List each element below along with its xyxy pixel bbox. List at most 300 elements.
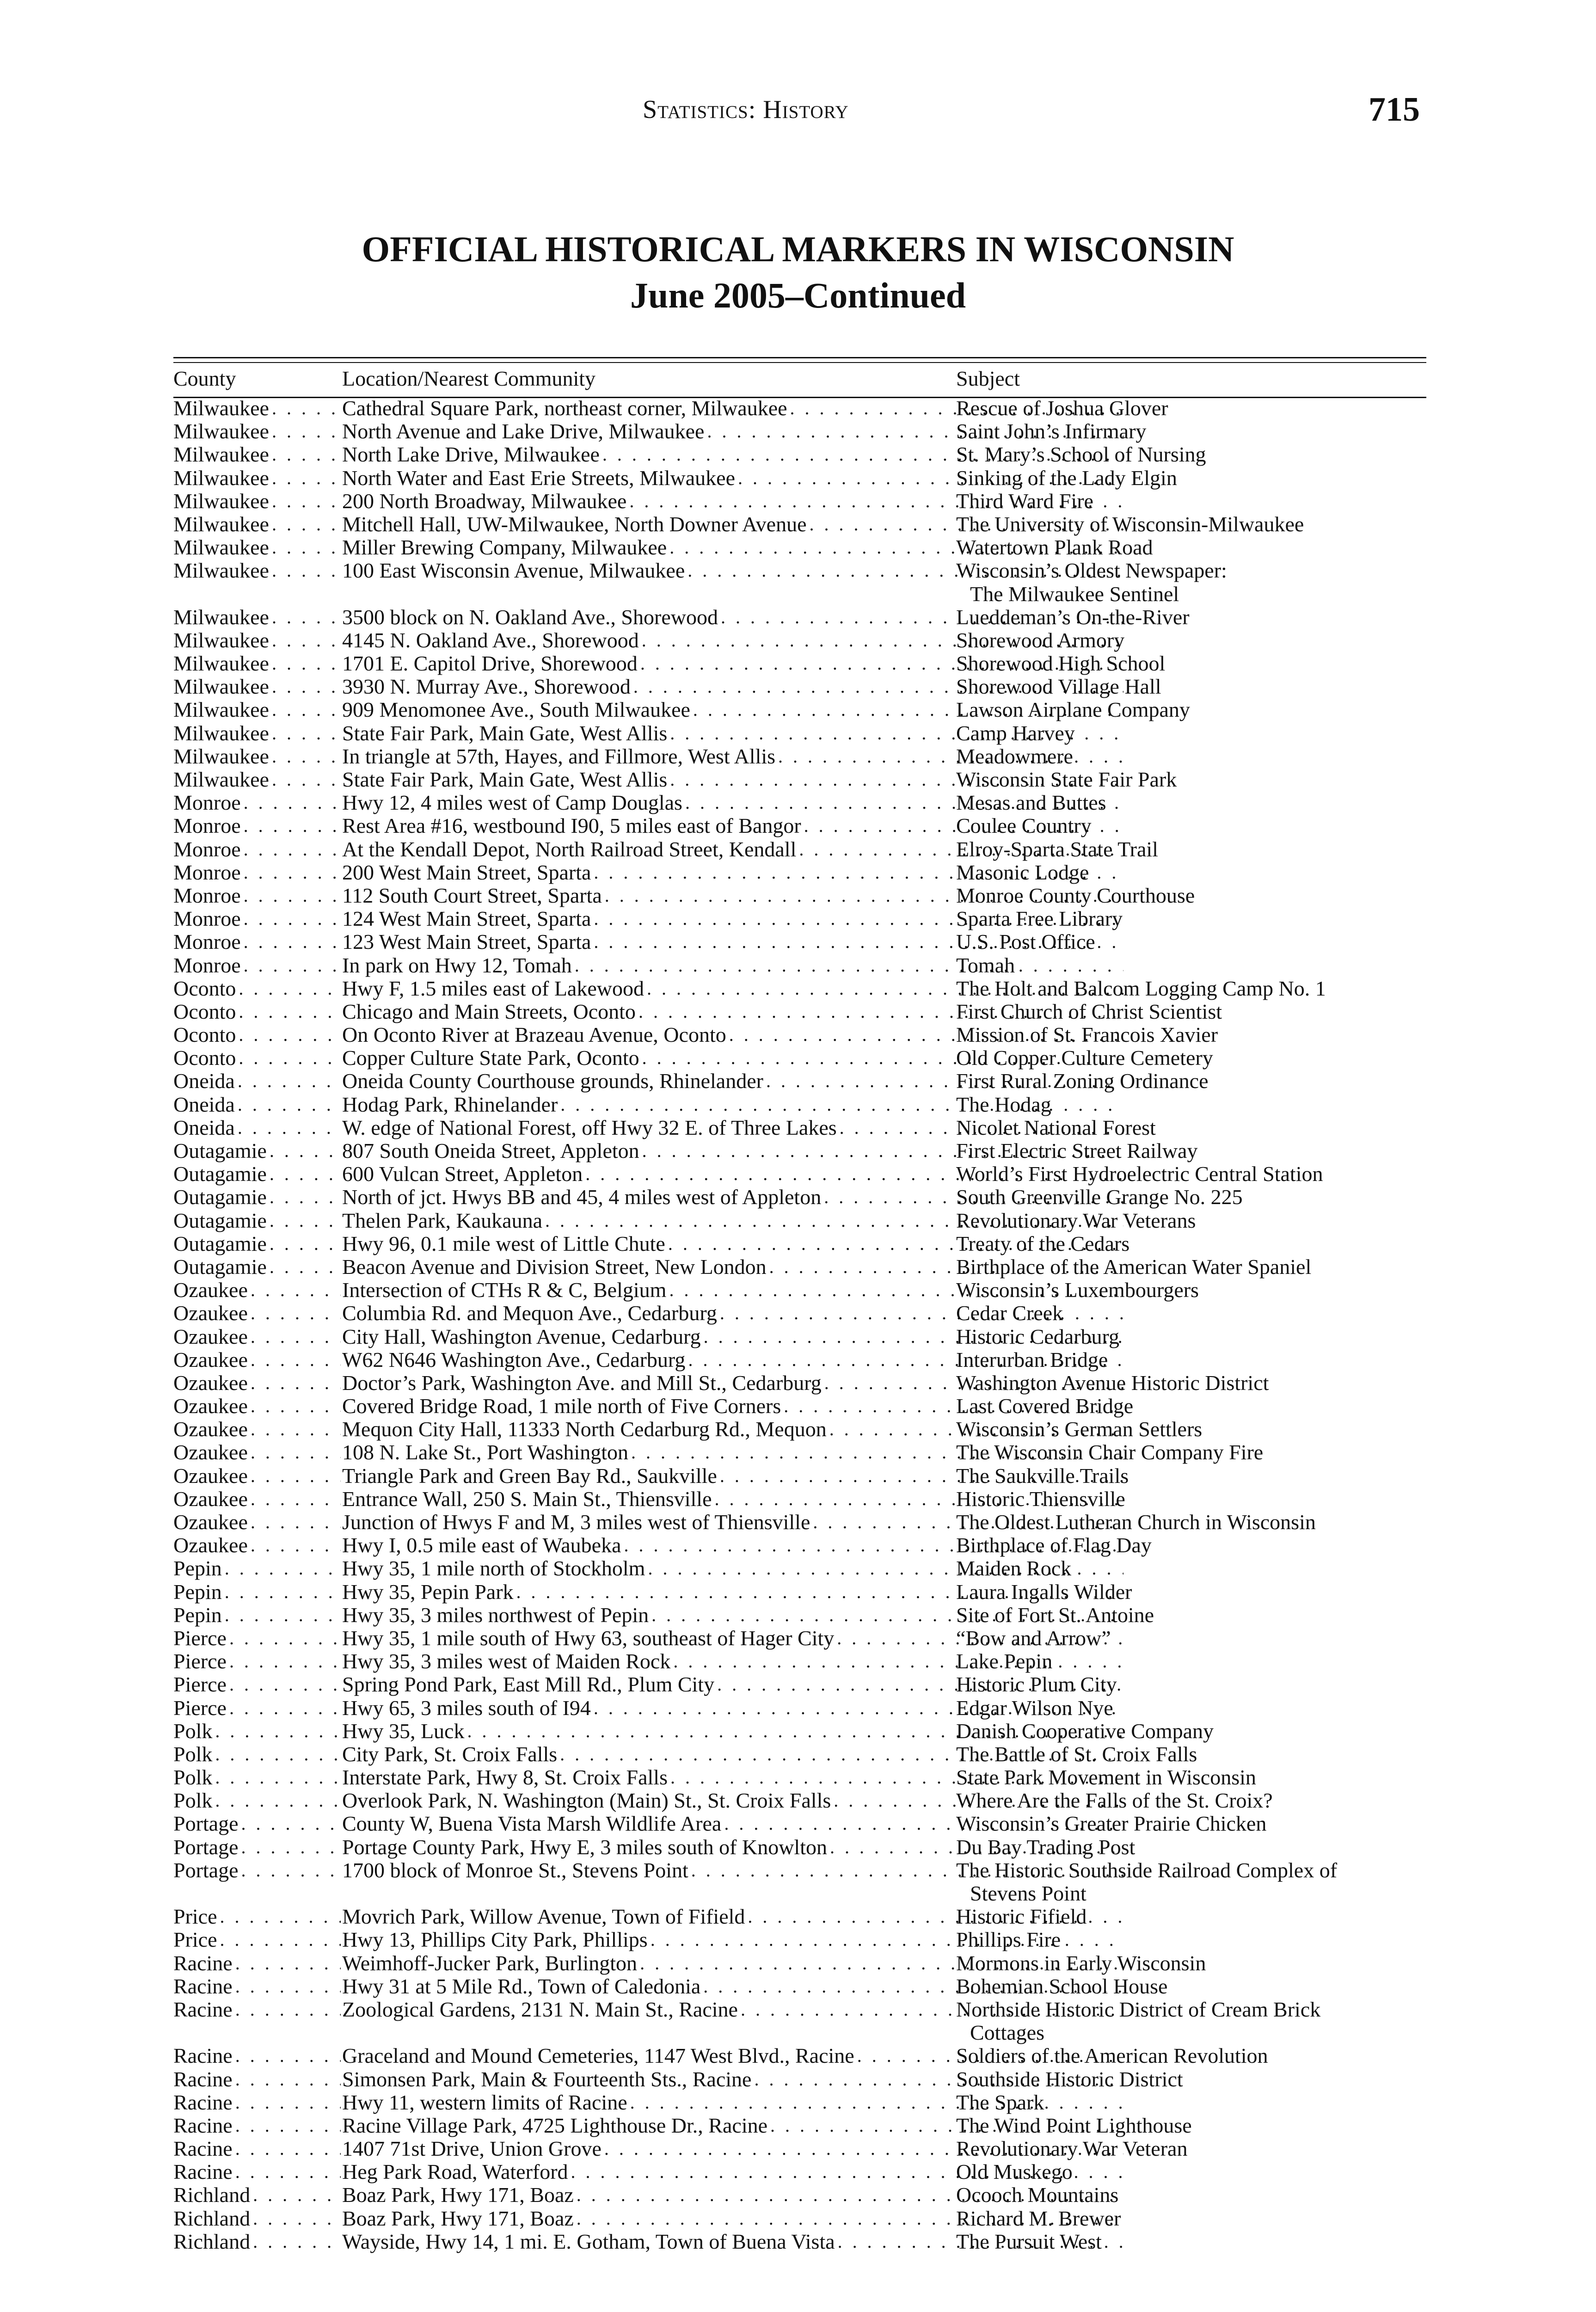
subject-cell <box>956 1673 1426 1696</box>
table-row <box>173 629 1426 652</box>
subject-text: Du Bay Trading Post <box>956 1835 1136 1859</box>
dot-leader <box>239 1046 341 1070</box>
location-text: 909 Menomonee Ave., South Milwaukee <box>342 698 690 722</box>
county-name: Outagamie <box>173 1162 267 1186</box>
table-row <box>173 1162 1426 1186</box>
location-text: City Park, St. Croix Falls <box>342 1742 558 1766</box>
table-row <box>173 1070 1426 1093</box>
county-name: Oconto <box>173 977 236 1000</box>
county-name: Racine <box>173 2067 233 2091</box>
table-row <box>173 930 1426 953</box>
markers-table <box>173 397 1426 2253</box>
dot-leader <box>272 606 341 629</box>
county-cell <box>173 1952 341 1975</box>
county-cell <box>173 1534 341 1557</box>
county-cell <box>173 861 341 884</box>
location-text: State Fair Park, Main Gate, West Allis <box>342 768 668 792</box>
location-text: In park on Hwy 12, Tomah <box>342 953 572 977</box>
dot-leader <box>215 1743 341 1766</box>
county-cell <box>173 1418 341 1441</box>
county-cell <box>173 884 341 907</box>
subject-text: Monroe County Courthouse <box>956 883 1195 907</box>
table-row <box>173 1534 1426 1557</box>
location-text: Copper Culture State Park, Oconto <box>342 1046 639 1070</box>
county-cell <box>173 814 341 837</box>
location-text: Racine Village Park, 4725 Lighthouse Dr., Racine <box>342 2114 768 2137</box>
subject-cell <box>956 1789 1426 1812</box>
county-name: Ozaukee <box>173 1464 248 1488</box>
subject-text: Revolutionary War Veteran <box>956 2137 1188 2161</box>
dot-leader <box>244 814 341 837</box>
table-row <box>173 1232 1426 1255</box>
dot-leader <box>251 1279 341 1302</box>
location-text: 1407 71st Drive, Union Grove <box>342 2137 602 2161</box>
subject-cell <box>956 2207 1426 2230</box>
county-cell <box>173 1232 341 1255</box>
table-row <box>173 698 1426 721</box>
county-cell <box>173 1975 341 1998</box>
county-name: Milwaukee <box>173 559 269 583</box>
county-cell <box>173 467 341 490</box>
table-row <box>173 1371 1426 1395</box>
subject-cell <box>956 1371 1426 1395</box>
table-row <box>173 559 1426 605</box>
subject-text: Mormons in Early Wisconsin <box>956 1951 1206 1975</box>
location-text: Graceland and Mound Cemeteries, 1147 West Blvd., Racine <box>342 2044 854 2068</box>
table-row <box>173 1441 1426 1464</box>
subject-text: Historic Fifield <box>956 1905 1087 1929</box>
county-cell <box>173 745 341 768</box>
county-cell <box>173 1743 341 1766</box>
county-name: Outagamie <box>173 1255 267 1279</box>
subject-text: Washington Avenue Historic District <box>956 1371 1269 1395</box>
subject-cell <box>956 1302 1426 1325</box>
subject-continuation: Stevens Point <box>970 1882 1087 1906</box>
table-row <box>173 1418 1426 1441</box>
county-name: Milwaukee <box>173 397 269 420</box>
subject-cell <box>956 1023 1426 1046</box>
subject-text: The Battle of St. Croix Falls <box>956 1742 1197 1766</box>
subject-cell <box>956 2183 1426 2207</box>
subject-text: Site of Fort St. Antoine <box>956 1603 1154 1627</box>
county-name: Price <box>173 1928 217 1952</box>
county-cell <box>173 791 341 814</box>
dot-leader <box>235 1952 341 1975</box>
table-row <box>173 1325 1426 1348</box>
dot-leader <box>251 1488 341 1511</box>
location-text: 123 West Main Street, Sparta <box>342 930 591 954</box>
county-cell <box>173 490 341 513</box>
dot-leader <box>241 1859 341 1882</box>
column-header-location: Location/Nearest Community <box>342 367 596 390</box>
county-name: Monroe <box>173 930 241 954</box>
county-cell <box>173 397 341 420</box>
county-name: Richland <box>173 2207 251 2230</box>
subject-text: Wisconsin’s Greater Prairie Chicken <box>956 1812 1267 1836</box>
subject-cell <box>956 1975 1426 1998</box>
subject-text: Nicolet National Forest <box>956 1115 1156 1139</box>
location-text: On Oconto River at Brazeau Avenue, Oconto <box>342 1023 726 1047</box>
table-row <box>173 1348 1426 1371</box>
county-cell <box>173 1998 341 2021</box>
subject-text: Soldiers of the American Revolution <box>956 2044 1268 2068</box>
dot-leader <box>272 467 341 490</box>
county-name: Ozaukee <box>173 1279 248 1302</box>
county-name: Oneida <box>173 1116 235 1139</box>
dot-leader <box>235 2137 341 2160</box>
table-row <box>173 2230 1426 2253</box>
subject-cell <box>956 2230 1426 2253</box>
county-name: Portage <box>173 1812 239 1836</box>
page-number: 715 <box>1369 91 1420 129</box>
location-text: 600 Vulcan Street, Appleton <box>342 1162 583 1186</box>
subject-text: First Church of Christ Scientist <box>956 999 1222 1023</box>
dot-leader <box>229 1673 341 1696</box>
location-text: Hodag Park, Rhinelander <box>342 1093 558 1116</box>
county-cell <box>173 1209 341 1232</box>
subject-text: Historic Plum City <box>956 1673 1117 1697</box>
location-text: 108 N. Lake St., Port Washington <box>342 1441 628 1464</box>
subject-cell <box>956 1534 1426 1557</box>
county-cell <box>173 629 341 652</box>
subject-cell <box>956 1232 1426 1255</box>
dot-leader <box>238 1093 341 1116</box>
county-cell <box>173 1046 341 1070</box>
subject-cell <box>956 1511 1426 1534</box>
subject-cell <box>956 1812 1426 1835</box>
dot-leader <box>251 1348 341 1371</box>
county-cell <box>173 1928 341 1951</box>
dot-leader <box>244 884 341 907</box>
table-row <box>173 2114 1426 2137</box>
subject-cell <box>956 2068 1426 2091</box>
county-name: Oneida <box>173 1093 235 1116</box>
county-cell <box>173 652 341 675</box>
county-name: Oconto <box>173 1000 236 1023</box>
subject-cell <box>956 1650 1426 1673</box>
dot-leader <box>235 2114 341 2137</box>
subject-cell <box>956 2091 1426 2114</box>
county-cell <box>173 675 341 698</box>
subject-text: Where Are the Falls of the St. Croix? <box>956 1789 1273 1813</box>
county-cell <box>173 420 341 443</box>
subject-continuation: Cottages <box>970 2021 1044 2045</box>
table-row <box>173 1836 1426 1859</box>
dot-leader <box>272 698 341 721</box>
dot-leader <box>270 1139 341 1162</box>
subject-text: Birthplace of the American Water Spaniel <box>956 1254 1312 1279</box>
dot-leader <box>272 536 341 559</box>
subject-text: Wisconsin State Fair Park <box>956 768 1177 792</box>
location-text: Mitchell Hall, UW-Milwaukee, North Downer Avenue <box>342 512 807 536</box>
table-row <box>173 814 1426 837</box>
subject-cell <box>956 1046 1426 1070</box>
county-name: Monroe <box>173 791 241 815</box>
subject-text: South Greenville Grange No. 225 <box>956 1185 1243 1209</box>
table-row <box>173 1998 1426 2044</box>
county-cell <box>173 1000 341 1023</box>
location-text: Rest Area #16, westbound I90, 5 miles east of Bangor <box>342 814 801 838</box>
subject-cell <box>956 1070 1426 1093</box>
dot-leader <box>225 1557 341 1580</box>
subject-cell <box>956 745 1426 768</box>
location-text: State Fair Park, Main Gate, West Allis <box>342 721 668 745</box>
dot-leader <box>244 861 341 884</box>
subject-cell <box>956 675 1426 698</box>
dot-leader <box>239 977 341 1000</box>
location-text: Portage County Park, Hwy E, 3 miles south of Knowlton <box>342 1835 827 1859</box>
dot-leader <box>244 954 341 977</box>
county-cell <box>173 443 341 466</box>
subject-text: Shorewood Village Hall <box>956 675 1161 699</box>
subject-text: The Oldest Lutheran Church in Wisconsin <box>956 1510 1316 1534</box>
location-text: Boaz Park, Hwy 171, Boaz <box>342 2183 574 2207</box>
subject-cell <box>956 1325 1426 1348</box>
subject-cell <box>956 977 1426 1000</box>
county-name: Monroe <box>173 861 241 884</box>
subject-cell <box>956 2160 1426 2183</box>
subject-cell <box>956 1279 1426 1302</box>
table-row <box>173 1255 1426 1279</box>
dot-leader <box>253 2230 341 2253</box>
location-text: Heg Park Road, Waterford <box>342 2160 568 2184</box>
location-text: Overlook Park, N. Washington (Main) St., St. Croix Falls <box>342 1789 831 1813</box>
table-row <box>173 1952 1426 1975</box>
table-row <box>173 1279 1426 1302</box>
county-cell <box>173 1348 341 1371</box>
dot-leader <box>235 2160 341 2183</box>
dot-leader <box>239 1023 341 1046</box>
subject-text: The Hodag <box>956 1092 1051 1116</box>
table-row <box>173 1812 1426 1835</box>
location-text: Hwy 65, 3 miles south of I94 <box>342 1696 591 1720</box>
location-text: Movrich Park, Willow Avenue, Town of Fifield <box>342 1905 745 1929</box>
subject-text: Rescue of Joshua Glover <box>956 396 1168 420</box>
subject-text: Coulee Country <box>956 814 1092 838</box>
dot-leader <box>241 1836 341 1859</box>
subject-text: Lake Pepin <box>956 1649 1053 1673</box>
subject-text: World’s First Hydroelectric Central Station <box>956 1162 1323 1186</box>
dot-leader <box>270 1255 341 1279</box>
subject-cell <box>956 1580 1426 1604</box>
subject-text: Masonic Lodge <box>956 860 1089 884</box>
county-name: Pepin <box>173 1603 222 1627</box>
county-name: Milwaukee <box>173 536 269 560</box>
subject-text: Historic Cedarburg <box>956 1324 1120 1348</box>
location-text: 3930 N. Murray Ave., Shorewood <box>342 675 631 699</box>
subject-text: Saint John’s Infirmary <box>956 419 1147 443</box>
dot-leader <box>253 2207 341 2230</box>
dot-leader <box>239 1000 341 1023</box>
county-name: Monroe <box>173 884 241 907</box>
dot-leader <box>272 768 341 791</box>
dot-leader <box>215 1720 341 1743</box>
subject-text: Birthplace of Flag Day <box>956 1533 1152 1557</box>
dot-leader <box>241 1812 341 1835</box>
subject-cell <box>956 768 1426 791</box>
subject-text: Laura Ingalls Wilder <box>956 1580 1132 1604</box>
county-name: Racine <box>173 1951 233 1975</box>
county-cell <box>173 1604 341 1627</box>
subject-cell <box>956 1093 1426 1116</box>
county-name: Milwaukee <box>173 512 269 536</box>
county-name: Pepin <box>173 1557 222 1580</box>
county-name: Milwaukee <box>173 675 269 699</box>
column-header-subject: Subject <box>956 367 1020 390</box>
location-text: At the Kendall Depot, North Railroad Street, Kendall <box>342 837 797 861</box>
county-cell <box>173 1070 341 1093</box>
county-name: Polk <box>173 1789 213 1813</box>
subject-text: The Pursuit West <box>956 2229 1102 2253</box>
subject-text: Treaty of the Cedars <box>956 1231 1130 1255</box>
county-name: Pierce <box>173 1626 227 1650</box>
subject-cell <box>956 1441 1426 1464</box>
county-cell <box>173 838 341 861</box>
dot-leader <box>251 1395 341 1418</box>
subject-cell <box>956 1000 1426 1023</box>
county-cell <box>173 1720 341 1743</box>
dot-leader <box>215 1766 341 1789</box>
location-text: Columbia Rd. and Mequon Ave., Cedarburg <box>342 1302 717 1325</box>
table-row <box>173 1905 1426 1928</box>
subject-cell <box>956 2137 1426 2160</box>
location-text: W. edge of National Forest, off Hwy 32 E. of Three Lakes <box>342 1116 837 1139</box>
table-row <box>173 2137 1426 2160</box>
county-cell <box>173 2207 341 2230</box>
table-row <box>173 1743 1426 1766</box>
county-cell <box>173 1789 341 1812</box>
subject-text: Meadowmere <box>956 744 1073 768</box>
column-header-county: County <box>173 367 236 390</box>
county-cell <box>173 698 341 721</box>
table-row <box>173 2160 1426 2183</box>
table-row <box>173 1023 1426 1046</box>
county-name: Milwaukee <box>173 466 269 490</box>
location-text: Hwy 35, Luck <box>342 1719 465 1743</box>
subject-cell <box>956 838 1426 861</box>
county-cell <box>173 1464 341 1488</box>
subject-text: Watertown Plank Road <box>956 535 1153 560</box>
table-row <box>173 1604 1426 1627</box>
table-row <box>173 490 1426 513</box>
location-text: Hwy 12, 4 miles west of Camp Douglas <box>342 791 682 815</box>
subject-cell <box>956 443 1426 466</box>
subject-text: “Bow and Arrow” <box>956 1626 1111 1650</box>
table-row <box>173 884 1426 907</box>
subject-cell <box>956 1952 1426 1975</box>
county-cell <box>173 768 341 791</box>
county-name: Monroe <box>173 907 241 931</box>
subject-text: First Electric Street Railway <box>956 1139 1198 1163</box>
table-row <box>173 722 1426 745</box>
dot-leader <box>244 907 341 930</box>
location-text: 112 South Court Street, Sparta <box>342 884 602 907</box>
table-row <box>173 1859 1426 1905</box>
dot-leader <box>251 1534 341 1557</box>
location-text: Covered Bridge Road, 1 mile north of Five Corners <box>342 1395 781 1418</box>
location-text: 3500 block on N. Oakland Ave., Shorewood <box>342 605 718 629</box>
county-cell <box>173 2230 341 2253</box>
table-row <box>173 1046 1426 1070</box>
subject-cell <box>956 1418 1426 1441</box>
subject-text: Sinking of the Lady Elgin <box>956 466 1177 490</box>
table-row <box>173 1673 1426 1696</box>
dot-leader <box>220 1928 341 1951</box>
dot-leader <box>251 1441 341 1464</box>
table-row <box>173 954 1426 977</box>
county-name: Monroe <box>173 953 241 977</box>
table-row <box>173 420 1426 443</box>
table-row <box>173 1464 1426 1488</box>
county-cell <box>173 1859 341 1882</box>
dot-leader <box>272 490 341 513</box>
table-row <box>173 536 1426 559</box>
table-row <box>173 861 1426 884</box>
county-cell <box>173 559 341 582</box>
subject-text: Edgar Wilson Nye <box>956 1696 1113 1720</box>
county-name: Racine <box>173 2114 233 2137</box>
subject-cell <box>956 397 1426 420</box>
location-text: County W, Buena Vista Marsh Wildlife Area <box>342 1812 722 1836</box>
county-name: Racine <box>173 1998 233 2021</box>
dot-leader <box>270 1209 341 1232</box>
county-name: Milwaukee <box>173 628 269 652</box>
county-cell <box>173 1093 341 1116</box>
county-name: Pepin <box>173 1580 222 1604</box>
dot-leader <box>272 745 341 768</box>
county-name: Polk <box>173 1766 213 1789</box>
table-row <box>173 675 1426 698</box>
county-name: Polk <box>173 1719 213 1743</box>
dot-leader <box>272 559 341 582</box>
county-cell <box>173 536 341 559</box>
dot-leader <box>251 1325 341 1348</box>
location-text: 200 West Main Street, Sparta <box>342 861 591 884</box>
county-name: Milwaukee <box>173 489 269 513</box>
table-row <box>173 1000 1426 1023</box>
subject-cell <box>956 1766 1426 1789</box>
subject-cell <box>956 1905 1426 1928</box>
subject-cell <box>956 791 1426 814</box>
table-row <box>173 907 1426 930</box>
table-row <box>173 2183 1426 2207</box>
subject-cell <box>956 1162 1426 1186</box>
dot-leader <box>270 1232 341 1255</box>
location-text: Miller Brewing Company, Milwaukee <box>342 536 667 560</box>
county-name: Ozaukee <box>173 1534 248 1557</box>
dot-leader <box>272 675 341 698</box>
subject-cell <box>956 420 1426 443</box>
table-row <box>173 2044 1426 2067</box>
location-text: Beacon Avenue and Division Street, New London <box>342 1255 767 1279</box>
location-text: Hwy I, 0.5 mile east of Waubeka <box>342 1534 621 1557</box>
county-name: Outagamie <box>173 1209 267 1232</box>
table-row <box>173 977 1426 1000</box>
dot-leader <box>235 2091 341 2114</box>
subject-cell <box>956 1348 1426 1371</box>
subject-cell <box>956 1209 1426 1232</box>
county-cell <box>173 977 341 1000</box>
subject-text: Last Covered Bridge <box>956 1394 1134 1418</box>
subject-cell <box>956 1186 1426 1209</box>
county-cell <box>173 954 341 977</box>
location-text: Triangle Park and Green Bay Rd., Saukville <box>342 1464 717 1488</box>
county-name: Ozaukee <box>173 1371 248 1395</box>
dot-leader <box>235 1975 341 1998</box>
subject-cell <box>956 1139 1426 1162</box>
table-row <box>173 1511 1426 1534</box>
dot-leader <box>229 1697 341 1720</box>
